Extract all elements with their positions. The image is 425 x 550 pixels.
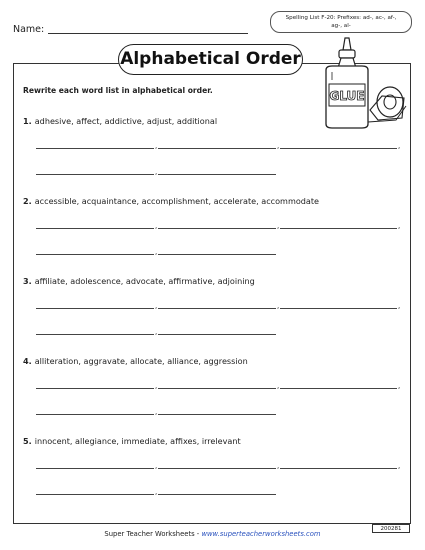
comma-separator: , [398,142,401,150]
comma-separator: , [155,462,158,470]
comma-separator: , [155,222,158,230]
question-3 [23,276,255,286]
answer-blank[interactable] [36,414,154,415]
question-number: 1. [23,116,32,126]
answer-blank[interactable] [158,334,276,335]
answer-blank[interactable] [280,228,397,229]
question-4 [23,356,248,366]
page-title: Alphabetical Order [118,44,303,75]
worksheet-frame [13,63,411,524]
comma-separator: , [155,168,158,176]
comma-separator: , [398,462,401,470]
instructions: Rewrite each word list in alphabetical order. [23,86,213,95]
comma-separator: , [155,408,158,416]
answer-blank[interactable] [36,174,154,175]
question-words: alliteration, aggravate, allocate, alliance, aggression [34,356,248,366]
question-number: 4. [23,356,32,366]
spelling-list-line1: Spelling List F-20: Prefixes: ad-, ac-, af-, [285,15,397,21]
answer-blank[interactable] [158,228,276,229]
comma-separator: , [398,222,401,230]
comma-separator: , [277,142,280,150]
answer-blank[interactable] [36,148,154,149]
answer-blank[interactable] [36,468,154,469]
question-words: innocent, allegiance, immediate, affixes, irrelevant [34,436,241,446]
question-words: adhesive, affect, addictive, adjust, additional [34,116,218,126]
answer-blank[interactable] [36,334,154,335]
question-words: accessible, acquaintance, accomplishment, accelerate, accommodate [34,196,320,206]
answer-blank[interactable] [36,494,154,495]
answer-blank[interactable] [158,254,276,255]
comma-separator: , [277,222,280,230]
comma-separator: , [155,302,158,310]
answer-blank[interactable] [280,308,397,309]
question-2 [23,196,319,206]
comma-separator: , [155,248,158,256]
comma-separator: , [277,302,280,310]
answer-blank[interactable] [280,388,397,389]
comma-separator: , [277,382,280,390]
comma-separator: , [277,462,280,470]
question-number: 2. [23,196,32,206]
answer-blank[interactable] [280,468,397,469]
comma-separator: , [398,302,401,310]
answer-blank[interactable] [158,468,276,469]
question-number: 5. [23,436,32,446]
comma-separator: , [155,328,158,336]
answer-blank[interactable] [36,308,154,309]
question-number: 3. [23,276,32,286]
answer-blank[interactable] [158,148,276,149]
question-5 [23,436,241,446]
footer-site-link[interactable]: www.superteacherworksheets.com [201,530,321,538]
comma-separator: , [398,382,401,390]
footer [0,530,425,538]
answer-blank[interactable] [158,174,276,175]
comma-separator: , [155,488,158,496]
answer-blank[interactable] [158,494,276,495]
comma-separator: , [155,142,158,150]
spelling-list-line2: ag-, al- [331,23,351,29]
name-label: Name: [13,24,45,35]
glue-label-text: GLUE [329,89,365,103]
answer-blank[interactable] [36,228,154,229]
question-words: affiliate, adolescence, advocate, affirmative, adjoining [34,276,255,286]
footer-text: Super Teacher Worksheets - [104,530,202,538]
comma-separator: , [155,382,158,390]
answer-blank[interactable] [158,414,276,415]
worksheet-code: 200281 [372,524,410,533]
answer-blank[interactable] [36,388,154,389]
question-1 [23,116,217,126]
answer-blank[interactable] [158,308,276,309]
answer-blank[interactable] [36,254,154,255]
name-line [48,33,248,34]
answer-blank[interactable] [280,148,397,149]
answer-blank[interactable] [158,388,276,389]
glue-bottle-icon [318,36,410,132]
spelling-list-box [270,11,412,33]
